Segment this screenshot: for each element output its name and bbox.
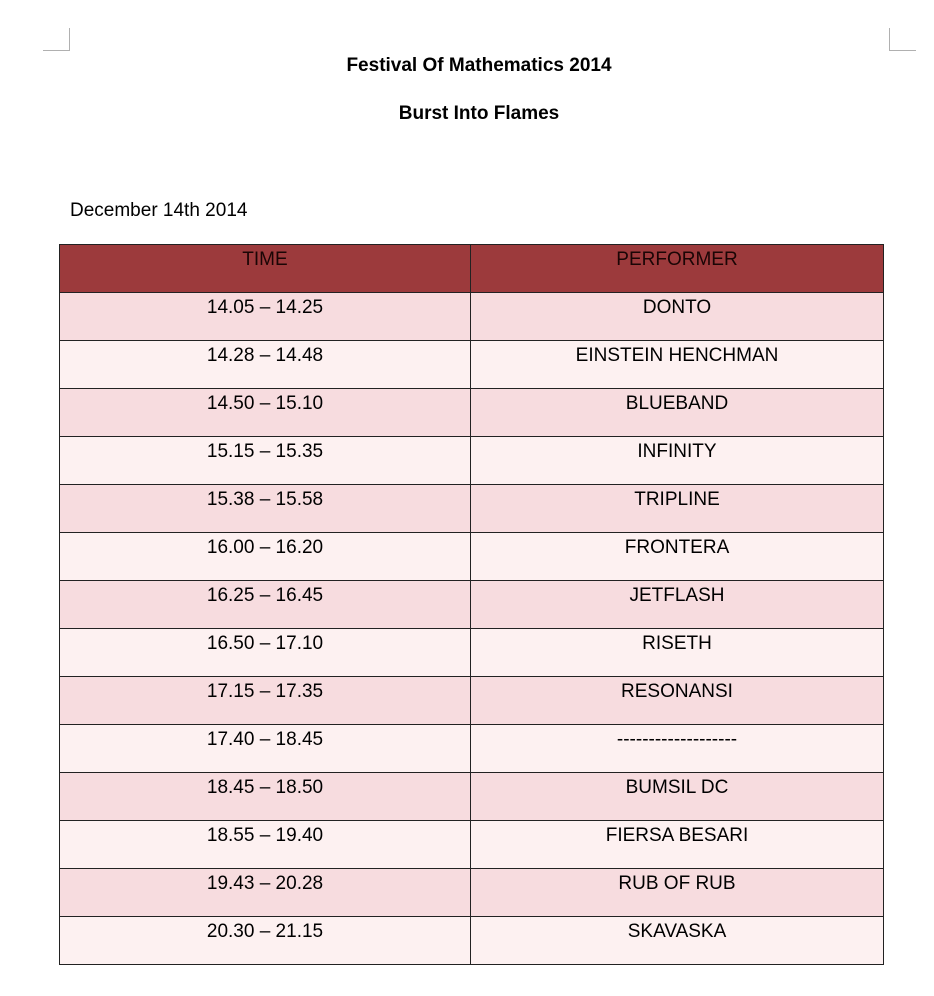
performer-cell (471, 533, 884, 581)
time-cell (60, 341, 471, 389)
performer-text: INFINITY (637, 441, 717, 462)
column-header-performer (471, 245, 884, 293)
time-text: 18.55 – 19.40 (206, 825, 324, 846)
table-row (60, 389, 884, 437)
table-row (60, 437, 884, 485)
performer-text: RUB OF RUB (618, 873, 736, 894)
performer-text: FIERSA BESARI (605, 825, 749, 846)
table-row (60, 533, 884, 581)
performer-cell (471, 629, 884, 677)
performer-cell (471, 389, 884, 437)
performer-cell (471, 773, 884, 821)
event-date: December 14th 2014 (70, 200, 248, 221)
table-row (60, 869, 884, 917)
time-text: 20.30 – 21.15 (206, 921, 324, 942)
time-text: 16.50 – 17.10 (206, 633, 324, 654)
performer-text: TRIPLINE (634, 489, 720, 510)
performer-cell (471, 677, 884, 725)
performer-cell (471, 437, 884, 485)
time-cell (60, 485, 471, 533)
time-cell (60, 389, 471, 437)
table-row (60, 773, 884, 821)
table-header-row (60, 245, 884, 293)
performer-text: BUMSIL DC (625, 777, 729, 798)
time-cell (60, 437, 471, 485)
document-subtitle: Burst Into Flames (398, 103, 560, 124)
performer-cell (471, 821, 884, 869)
performer-text: DONTO (642, 297, 712, 318)
time-text: 14.05 – 14.25 (206, 297, 324, 318)
performer-text: EINSTEIN HENCHMAN (575, 345, 779, 366)
performer-cell (471, 581, 884, 629)
time-cell (60, 629, 471, 677)
time-text: 15.38 – 15.58 (206, 489, 324, 510)
table-row (60, 677, 884, 725)
document-title: Festival Of Mathematics 2014 (346, 55, 612, 76)
time-cell (60, 821, 471, 869)
time-text: 16.00 – 16.20 (206, 537, 324, 558)
time-text: 18.45 – 18.50 (206, 777, 324, 798)
page-corner-mark-left (43, 28, 70, 51)
column-header-label: TIME (242, 249, 288, 270)
table-row (60, 293, 884, 341)
time-text: 17.15 – 17.35 (206, 681, 324, 702)
time-cell (60, 869, 471, 917)
time-text: 14.28 – 14.48 (206, 345, 324, 366)
performer-text: RISETH (642, 633, 712, 654)
performer-cell (471, 485, 884, 533)
performer-cell (471, 869, 884, 917)
table-row (60, 629, 884, 677)
column-header-time (60, 245, 471, 293)
performer-cell (471, 341, 884, 389)
performer-cell (471, 725, 884, 773)
performer-text: SKAVASKA (627, 921, 727, 942)
time-cell (60, 581, 471, 629)
time-text: 14.50 – 15.10 (206, 393, 324, 414)
time-cell (60, 917, 471, 965)
table-row (60, 341, 884, 389)
table-row (60, 581, 884, 629)
time-cell (60, 533, 471, 581)
table-row (60, 821, 884, 869)
time-text: 19.43 – 20.28 (206, 873, 324, 894)
performer-cell (471, 293, 884, 341)
table-row (60, 917, 884, 965)
time-cell (60, 725, 471, 773)
schedule-table (59, 244, 884, 965)
time-text: 17.40 – 18.45 (206, 729, 324, 750)
time-cell (60, 293, 471, 341)
performer-text: BLUEBAND (625, 393, 729, 414)
performer-text: RESONANSI (621, 681, 733, 702)
performer-text: ------------------- (616, 729, 738, 750)
performer-text: JETFLASH (629, 585, 725, 606)
time-cell (60, 677, 471, 725)
table-row (60, 485, 884, 533)
page-corner-mark-right (889, 28, 916, 51)
performer-cell (471, 917, 884, 965)
table-row (60, 725, 884, 773)
time-text: 15.15 – 15.35 (206, 441, 324, 462)
column-header-label: PERFORMER (616, 249, 738, 270)
time-text: 16.25 – 16.45 (206, 585, 324, 606)
time-cell (60, 773, 471, 821)
performer-text: FRONTERA (624, 537, 730, 558)
